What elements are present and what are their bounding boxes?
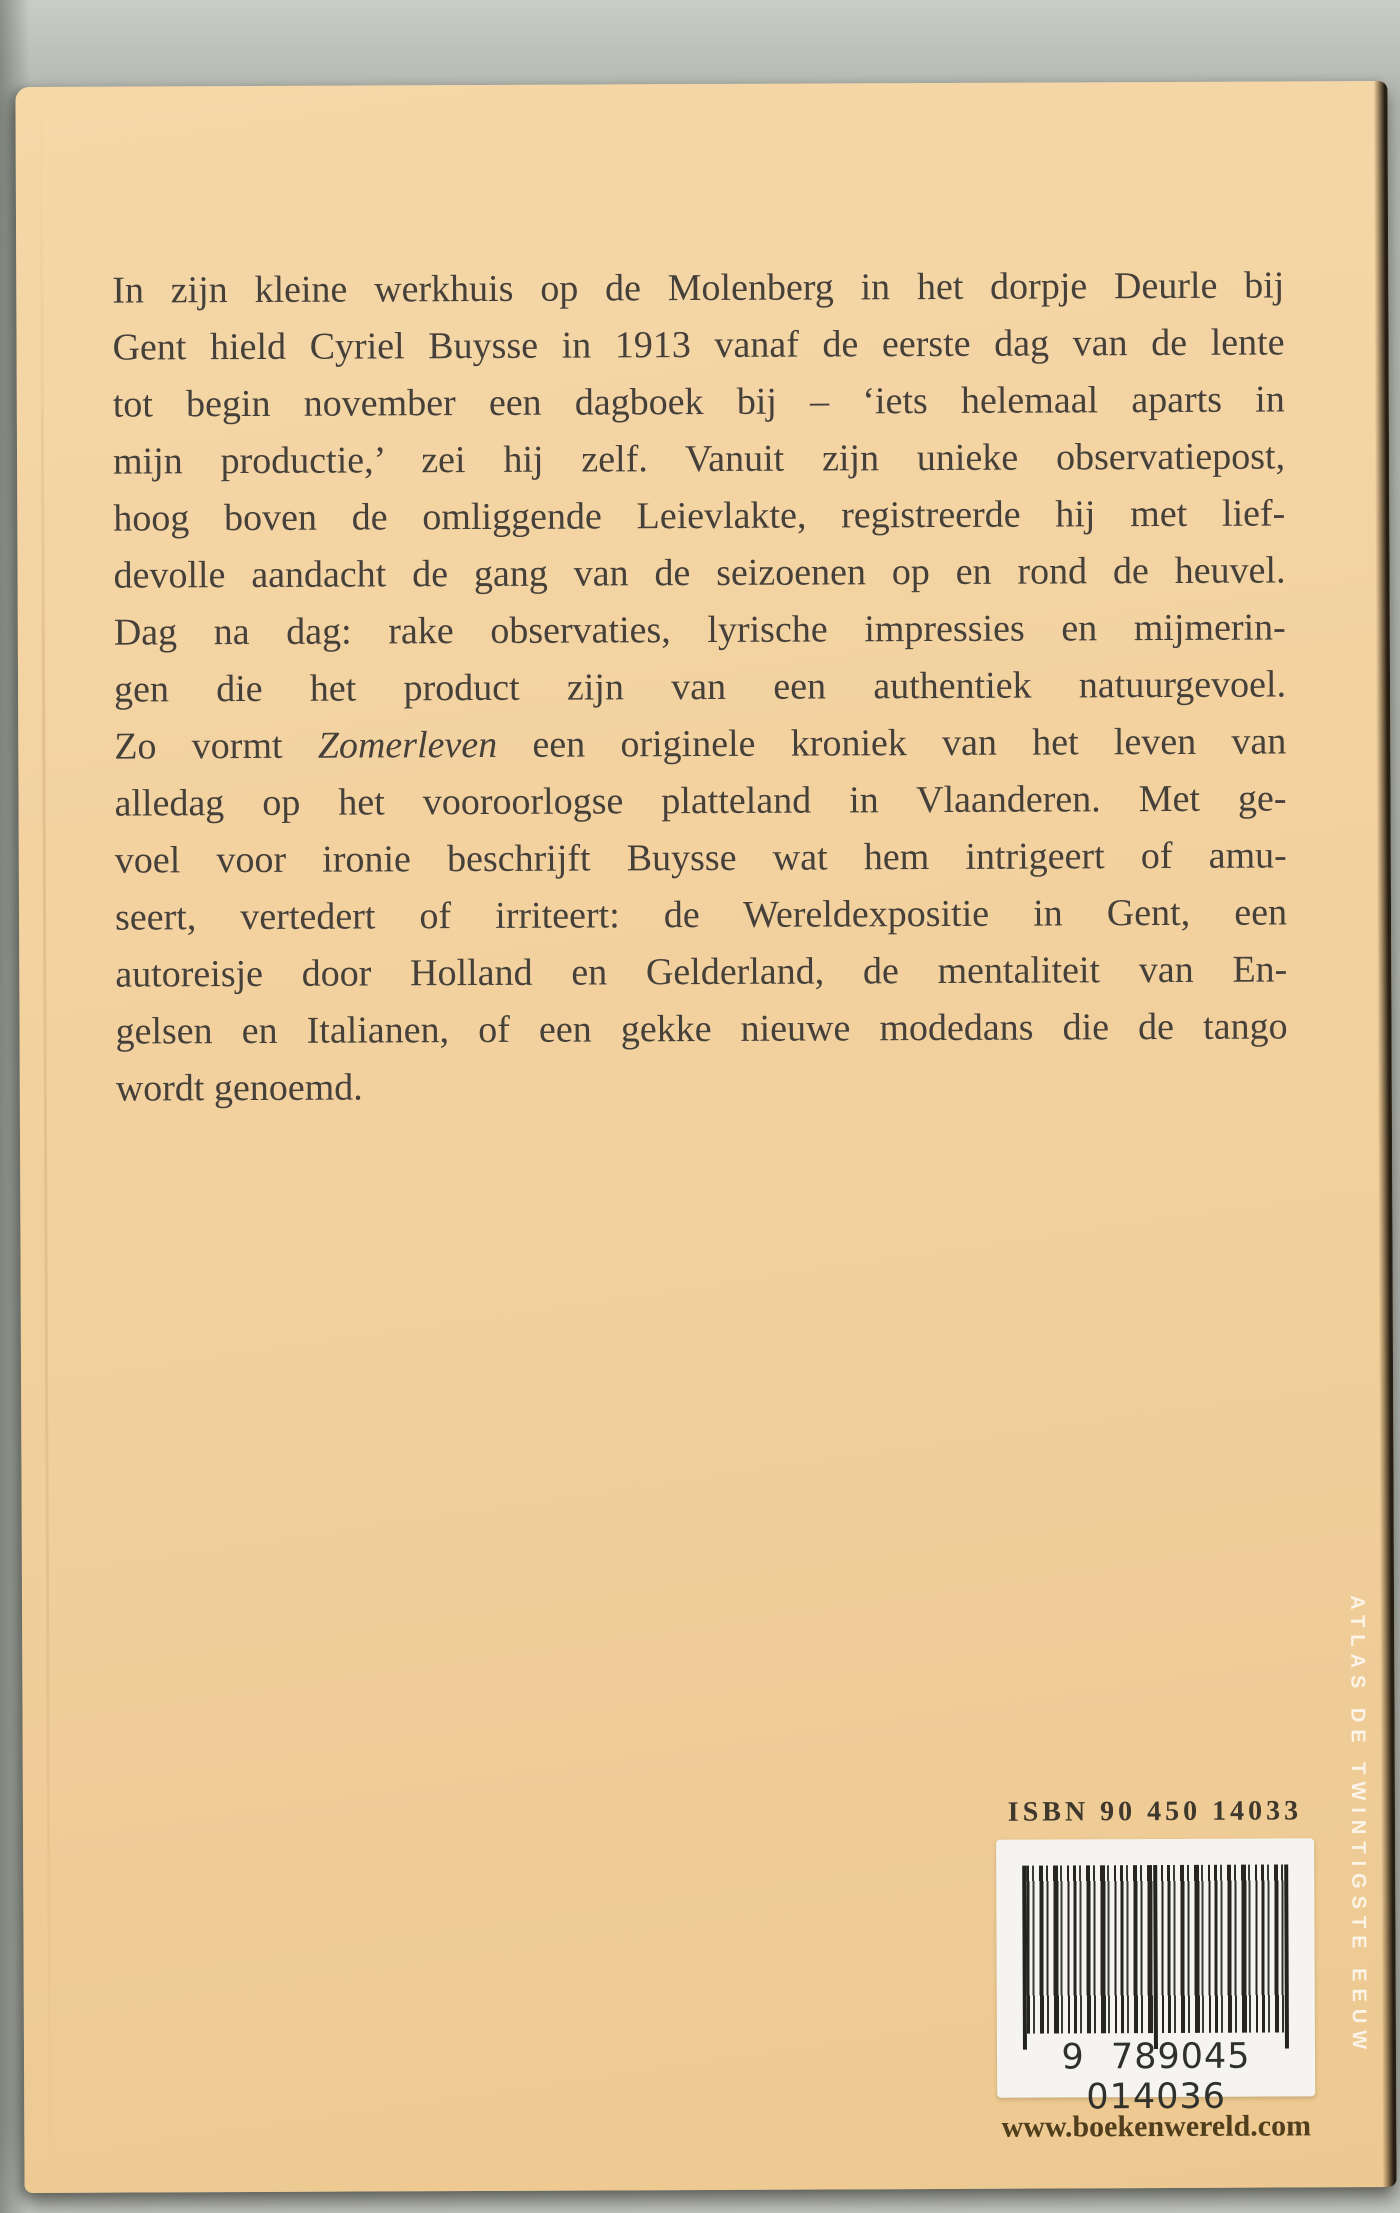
- blurb-line: alledag op het vooroorlogse platteland in Vlaanderen. Met ge-: [114, 777, 1287, 825]
- blurb-line: autoreisje door Holland en Gelderland, de mentaliteit van En-: [115, 948, 1288, 996]
- blurb-line: gelsen en Italianen, of een gekke nieuwe modedans die de tango: [115, 1005, 1288, 1053]
- cover-crease: [39, 87, 51, 2193]
- blurb-text: Zo vormt: [114, 724, 318, 768]
- barcode-number: 9 789045 014036: [1061, 2036, 1251, 2118]
- blurb-line-with-title: [114, 713, 1286, 775]
- blurb-line: voel voor ironie beschrijft Buysse wat hem intrigeert of amu-: [114, 834, 1287, 882]
- blurb-line: tot begin november een dagboek bij – ‘iets helemaal aparts in: [112, 378, 1285, 426]
- blurb-text: een originele kroniek van het leven van: [497, 720, 1287, 766]
- book-back-cover: [15, 81, 1396, 2193]
- blurb-text-block: [112, 257, 1288, 1117]
- barcode-guard-bar: [1284, 1864, 1289, 2048]
- website-url: www.boekenwereld.com: [1001, 2109, 1312, 2144]
- blurb-line: devolle aandacht de gang van de seizoenen op en rond de heuvel.: [113, 549, 1286, 597]
- barcode-panel: [996, 1838, 1315, 2118]
- book-title-italic: Zomerleven: [317, 723, 498, 767]
- blurb-line: mijn productie,’ zei hij zelf. Vanuit zijn unieke observatiepost,: [112, 435, 1286, 483]
- book-page-edge: [1373, 81, 1396, 2187]
- series-spine-vertical-text: ATLAS DE TWINTIGSTE EEUW: [1346, 1595, 1371, 2057]
- barcode-guard-bar: [1022, 1866, 1027, 2050]
- blurb-line: gen die het product zijn van een authentiek natuurgevoel.: [113, 663, 1287, 711]
- blurb-line: hoog boven de omliggende Leievlakte, registreerde hij met lief-: [113, 492, 1286, 540]
- isbn-label: ISBN 90 450 14033: [1007, 1795, 1303, 1828]
- blurb-line: Dag na dag: rake observaties, lyrische impressies en mijmerin-: [113, 606, 1286, 654]
- blurb-line: Gent hield Cyriel Buysse in 1913 vanaf de eerste dag van de lente: [112, 321, 1285, 369]
- blurb-line: wordt genoemd.: [115, 1066, 363, 1110]
- barcode-guard-bar: [1153, 1865, 1158, 2049]
- blurb-line: In zijn kleine werkhuis op de Molenberg in het dorpje Deurle bij: [112, 264, 1285, 312]
- blurb-line: seert, vertedert of irriteert: de Wereldexpositie in Gent, een: [114, 891, 1288, 939]
